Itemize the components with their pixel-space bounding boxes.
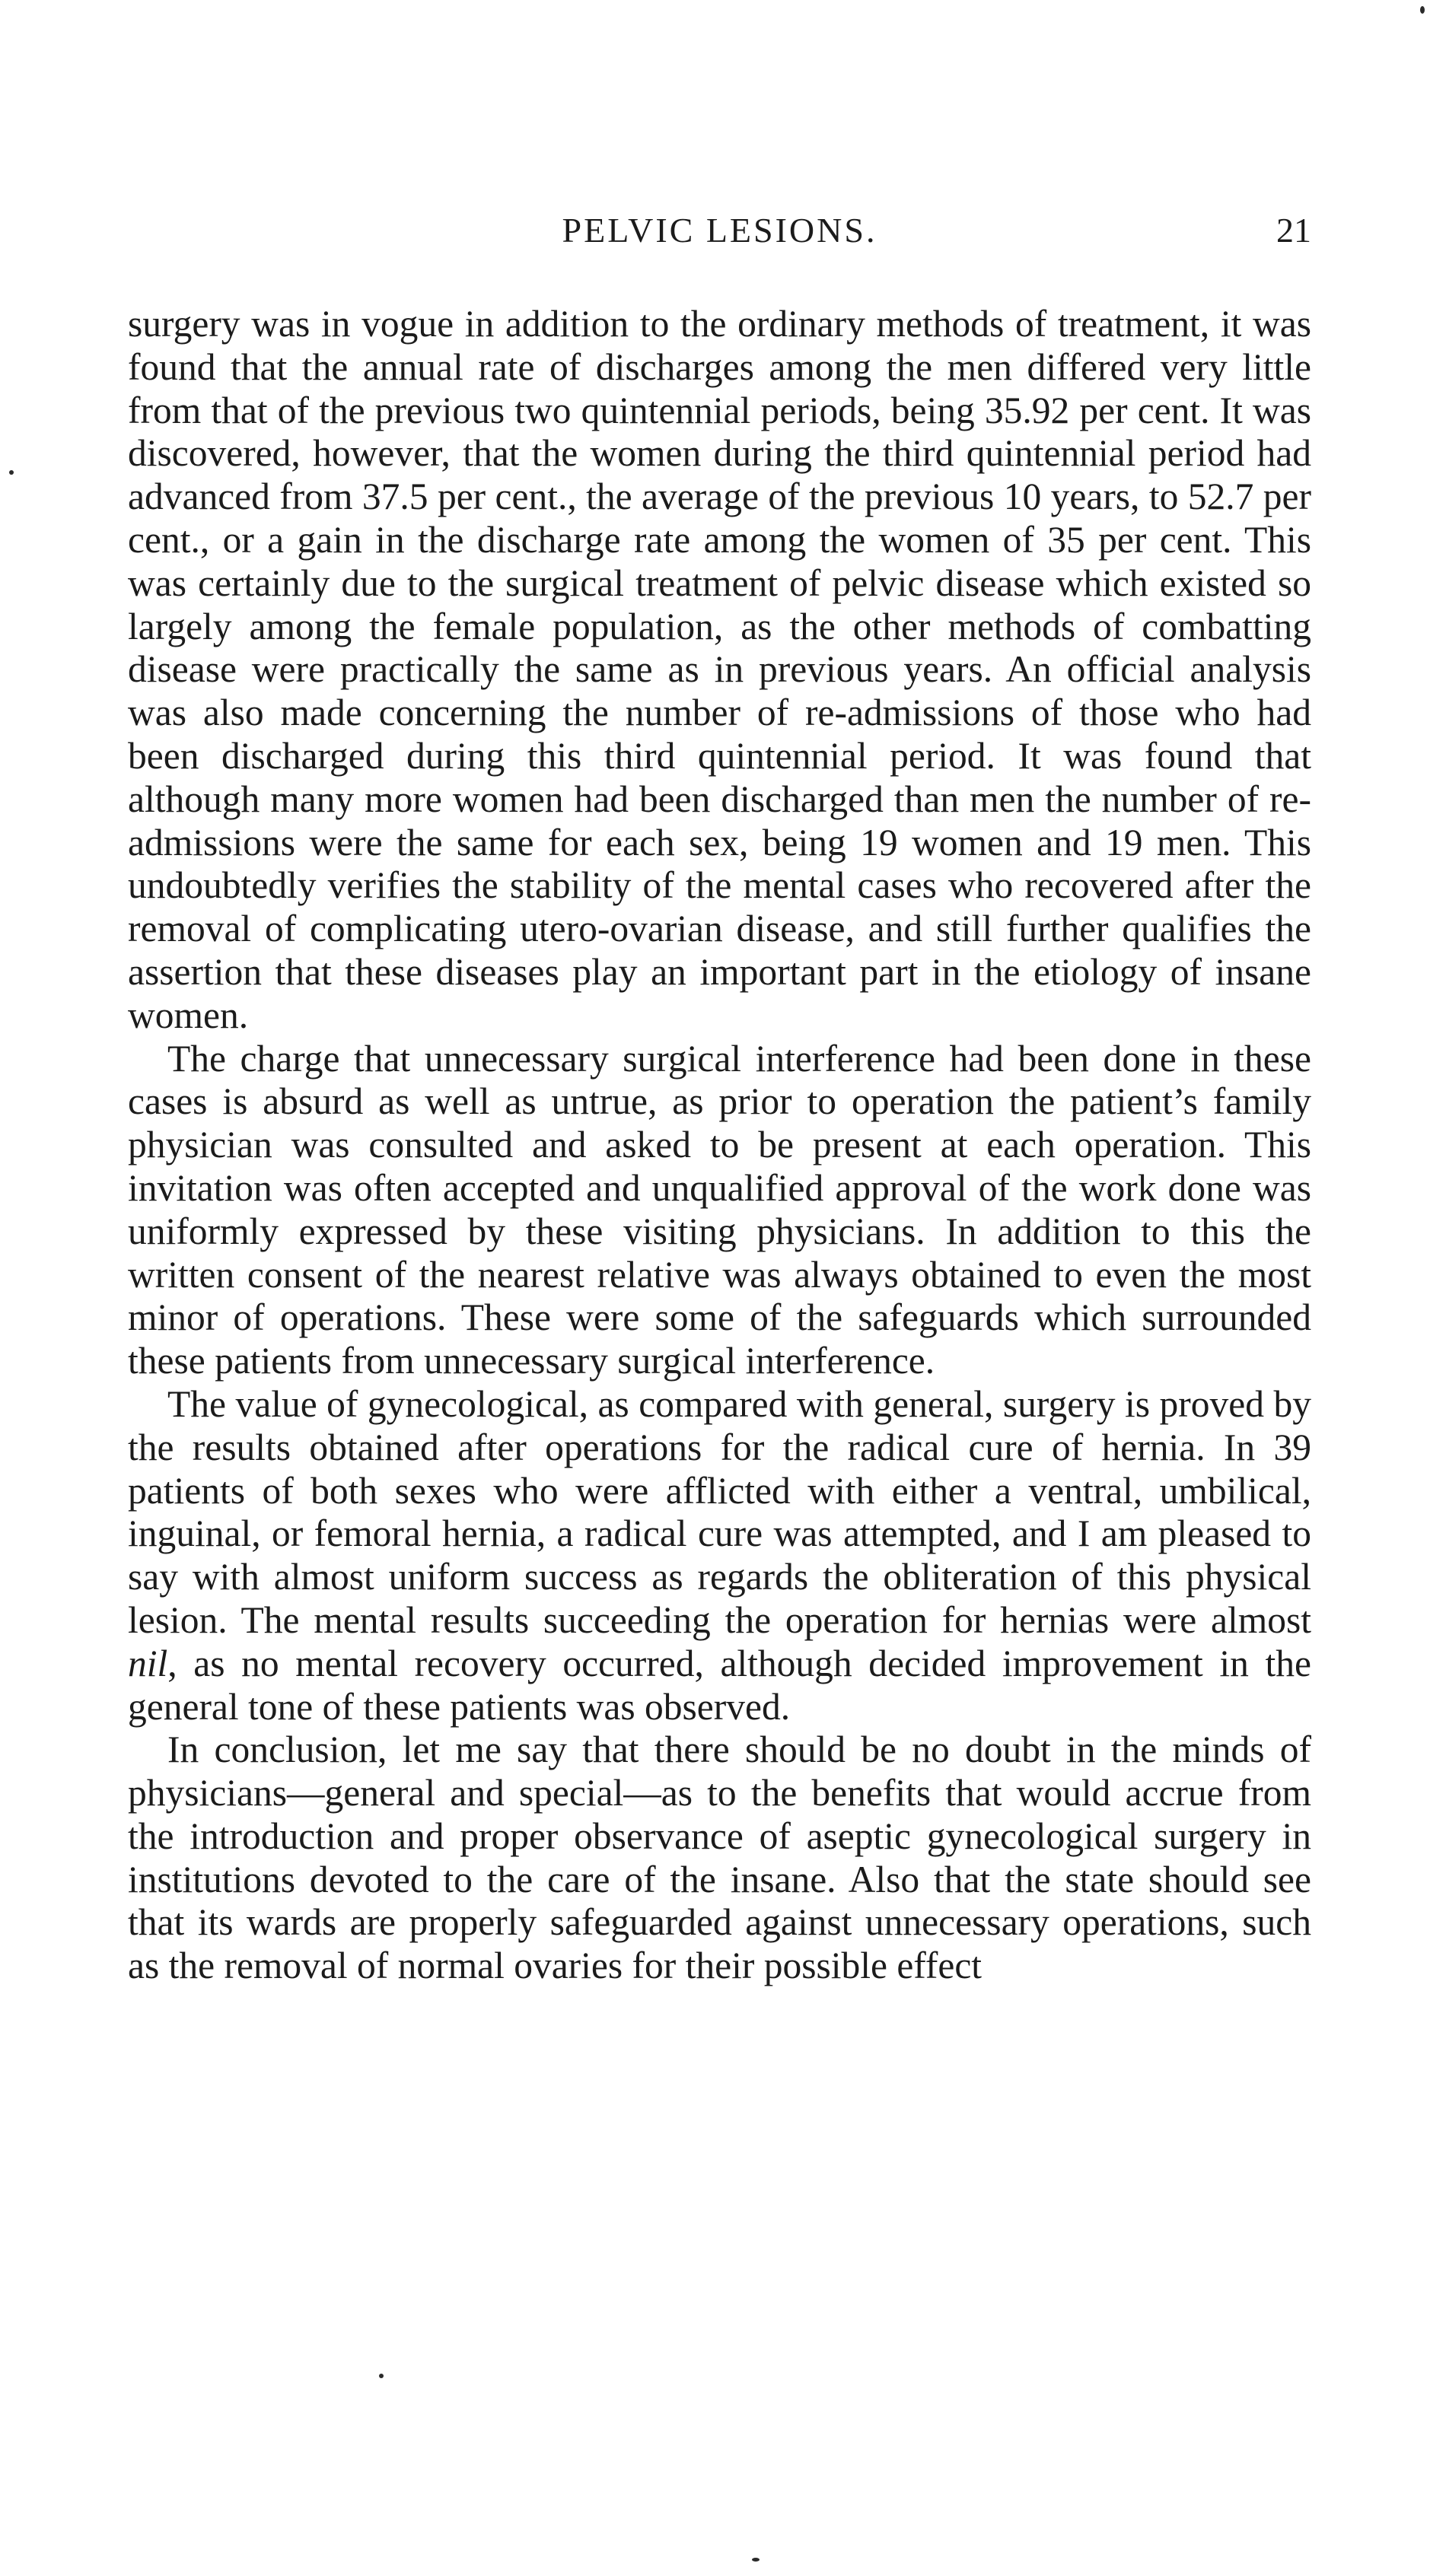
running-head: [128, 204, 1311, 257]
print-speck: [379, 2374, 384, 2378]
paragraph-3: [128, 1383, 1311, 1728]
paragraph-1: surgery was in vogue in addition to the ordinary methods of treatment, it was found that the annual rate of discharges among the men differed very little from that of the previous two quintennial periods, being 35.92 per cent. It was discovered, however, that the women during the third quintennial period had advanced from 37.5 per cent., the average of the previous 10 years, to 52.7 per cent., or a gain in the discharge rate among the women of 35 per cent. This was certainly due to the surgical treatment of pelvic disease which existed so largely among the female population, as the other methods of combatting disease were practically the same as in previous years. An official analysis was also made concerning the number of re-admissions of those who had been discharged during this third quintennial period. It was found that although many more women had been discharged than men the number of re-admissions were the same for each sex, being 19 women and 19 men. This undoubtedly verifies the stability of the mental cases who recovered after the removal of complicating utero-ovarian disease, and still further qualifies the assertion that these diseases play an important part in the etiology of insane women.: [128, 303, 1311, 1036]
running-title: PELVIC LESIONS.: [562, 211, 877, 250]
body-text: [128, 303, 1311, 1988]
paragraph-3-text-before: The value of gynecological, as compared with general, surgery is proved by the results obtained after operations for the radical cure of hernia. In 39 patients of both sexes who were afflicted with either a ventral, umbilical, inguinal, or femoral hernia, a radical cure was attempted, and I am pleased to say with almost uniform success as regards the obliteration of this physical lesion. The mental results succeeding the operation for hernias were almost: [128, 1382, 1311, 1641]
paragraph-2: The charge that unnecessary surgical interference had been done in these cases is absurd as well as untrue, as prior to operation the patient’s family physician was consulted and asked to be present at each operation. This invitation was often accepted and unqualified approval of the work done was uniformly expressed by these visiting physicians. In addition to this the written consent of the nearest relative was always obtained to even the most minor of operations. These were some of the safeguards which surrounded these patients from unnecessary surgical interference.: [128, 1037, 1311, 1382]
margin-speck: [9, 470, 14, 475]
print-speck: [752, 2558, 760, 2562]
paragraph-3-italic-word: nil: [128, 1642, 168, 1684]
paragraph-3-text-after: , as no mental recovery occurred, although decided improvement in the general tone of these patients was observed.: [128, 1642, 1311, 1728]
corner-speck: [1420, 6, 1425, 14]
page-number: 21: [1276, 211, 1311, 250]
paragraph-4: In conclusion, let me say that there should be no doubt in the minds of physicians—general and special—as to the benefits that would accrue from the introduction and proper observance of aseptic gynecological surgery in institutions devoted to the care of the insane. Also that the state should see that its wards are properly safeguarded against unnecessary operations, such as the removal of normal ovaries for their possible effect: [128, 1728, 1311, 1987]
